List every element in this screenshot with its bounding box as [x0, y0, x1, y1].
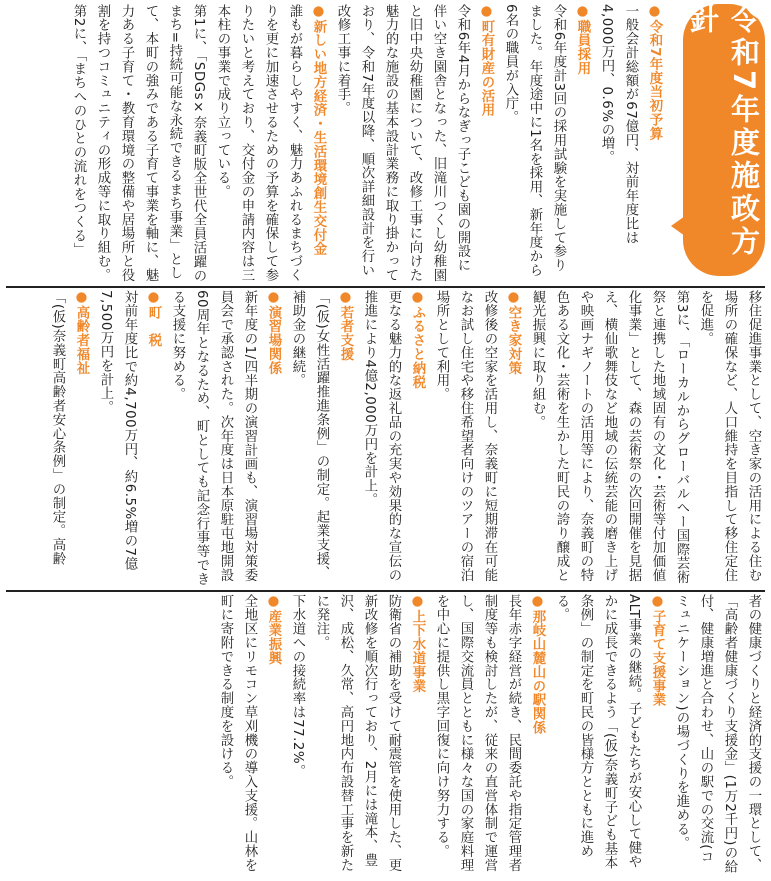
tier-2-column — [6, 290, 765, 588]
tier-1 — [6, 4, 765, 284]
body-paragraph: 対前年度比で約4,700万円、約6.5%増の7億7,500万円を計上。 — [98, 290, 137, 571]
section-heading: ●上下水道事業 — [410, 594, 425, 693]
body-paragraph: 誰もが暮らしやすく、魅力あふれるまちづくりを更に加速させるための予算を確保して参りたいと考えており、交付金の申請内容は三本柱の事業で成り立っている。 — [215, 4, 302, 282]
body-paragraph: 移住促進事業として、空き家の活用による住む場所の確保など、人口維持を目指して移住定住を促進。 — [698, 290, 761, 582]
body-paragraph: 「(仮)奈義町高齢者安心条例」の制定。高齢 — [50, 290, 65, 566]
section-heading: ●町有財産の活用 — [479, 4, 494, 117]
section-heading: ●町 税 — [146, 290, 161, 348]
body-paragraph: 第2に、「まちへのひとの流れをつくる」 — [71, 4, 86, 257]
body-paragraph: 全地区にリモコン草刈機の導入支援。山林を町に寄附できる制度を設ける。 — [218, 594, 257, 872]
title-badge — [683, 4, 765, 276]
body-paragraph: 長年赤字経営が続き、民間委託や指定管理者制度等も検討したが、従来の直営体制で運営し、国際交流員とともに様々な国の家庭料理を中心に提供し黒字回復に向け努力する。 — [434, 594, 521, 872]
section-heading: ●職員採用 — [575, 4, 590, 76]
tier-2 — [6, 290, 765, 588]
section-heading: ●産業振興 — [266, 594, 281, 666]
section-heading: ●令和7年度当初予算 — [647, 4, 662, 141]
section-heading: ●子育て支援事業 — [650, 594, 665, 707]
section-heading: ●空き家対策 — [506, 290, 521, 375]
section-heading: ●若者支援 — [338, 290, 353, 362]
section-heading: ●ふるさと納税 — [410, 290, 425, 389]
body-paragraph: 令和6年4月からなぎっ子こども園の開設に伴い空き園舎となった、旧滝川つくし幼稚園と旧中央幼稚園について、改修工事に向けた魅力的な施設の基本設計業務に取り掛かっており、令和7年度以降、順次詳細設計を行い改修工事に着手。 — [335, 4, 470, 282]
body-paragraph: 第3に、「ローカルからグローバルへー国際芸術祭と連携した地域固有の文化・芸術等付加価値化事業」として、森の芸術祭の次回開催を見据え、横仙歌舞伎など地域の伝統芸能の磨き上げや映画ナギノートの活用等により、奈義町の特色ある文化・芸術を生かした町民の誇り醸成と観光振興に取り組む。 — [530, 290, 689, 585]
divider-2 — [6, 590, 765, 592]
section-heading: ●演習場関係 — [266, 290, 281, 375]
body-paragraph: 令和6年度計3回の採用試験を実施して参りました。年度途中に1名を採用、新年度から6名の職員が入庁。 — [503, 4, 566, 278]
section-heading: ●高齢者福祉 — [74, 290, 89, 375]
page-title: 令和7年度施政方針 — [686, 4, 761, 260]
body-paragraph: 改修後の空家を活用し、奈義町に短期滞在可能なお試し住宅や移住希望者向けのツアーの宿泊場所として利用。 — [434, 290, 497, 582]
body-paragraph: 新年度の1/四半期の演習計画も、演習場対策委員会で承認された。次年度は日本原駐屯地開設60周年となるため、町としても記念行事等できる支援に努める。 — [170, 290, 257, 587]
section-heading: ●那岐山麓山の駅関係 — [530, 594, 545, 735]
divider-1 — [6, 286, 765, 288]
body-paragraph: 更なる魅力的な返礼品の充実や効果的な宣伝の推進により4億2,000万円を計上。 — [362, 290, 401, 582]
body-paragraph: 一般会計総額が67億円、対前年度比は4,000万円、0.6%の増。 — [599, 4, 638, 245]
tier-1-column — [6, 4, 666, 284]
body-paragraph: ALT事業の継続。子どもたちが安心して健やかに成長できるよう「(仮)奈義町子ども基本条例」の制定を町民の皆様方とともに進める。 — [554, 594, 641, 870]
body-paragraph: 下水道への接続率は77.2%。 — [290, 594, 305, 779]
body-paragraph: 「(仮)女性活躍推進条例」の制定。起業支援、補助金の継続。 — [290, 290, 329, 580]
body-paragraph: 防衛省の補助を受けて耐震管を使用した、更新改修を順次行っており、2月には滝本、豊沢、成松、久常、高円地内布設替工事を新たに発注。 — [314, 594, 401, 872]
tier-3 — [6, 594, 765, 876]
tier-3-column — [6, 594, 765, 876]
section-heading: ●新しい地方経済・生活環境創生交付金 — [311, 4, 326, 256]
body-paragraph: 者の健康づくりと経済的支援の一環として、「高齢者健康づくり支援金」(1万2千円)の給付、健康増進と合わせ、山の駅での交流(コミュニケーション)の場づくりを進める。 — [674, 594, 761, 874]
body-paragraph: 第1に、「SDGs×奈義町版全世代全員活躍のまち=持続可能な永続できるまち事業」として、本町の強みである子育て事業を軸に、魅力ある子育て・教育環境の整備や居場所と役割を持つコミュニティの形成等に取り組む。 — [95, 4, 206, 283]
